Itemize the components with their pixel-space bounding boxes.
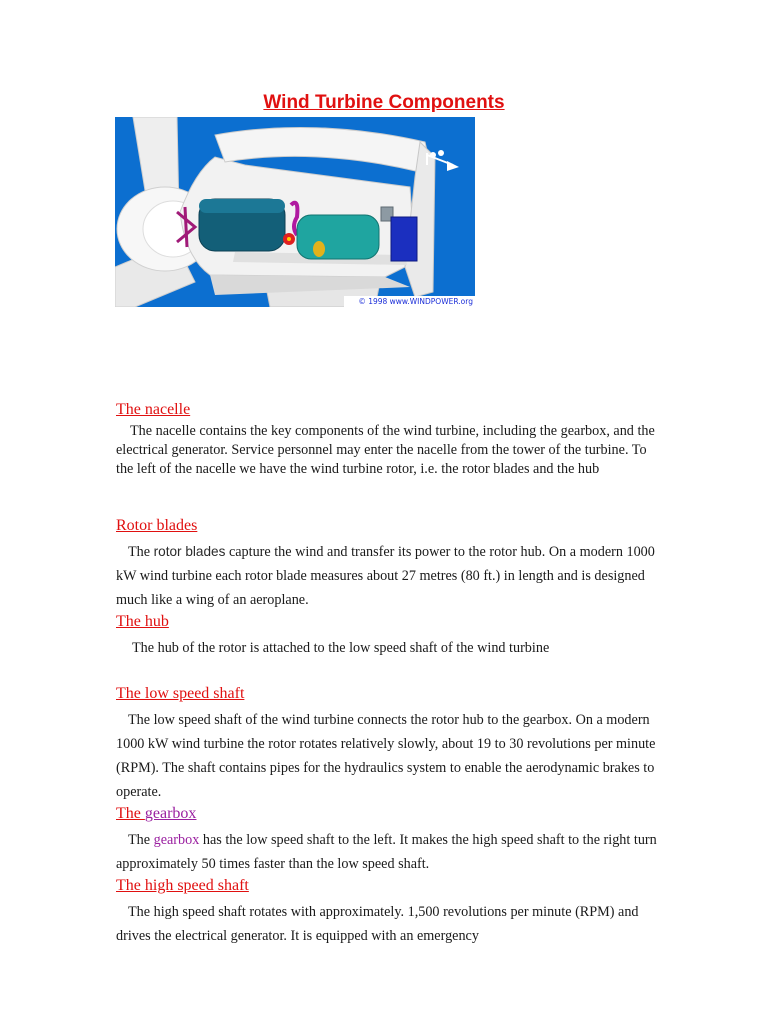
rotor-blades-text-after: capture the wind and transfer its power to the rotor hub. On a modern 1000 kW wind turbine each rotor blade measures about 27 metres (80 ft.) in length and is designed much like a wing of an aeroplane. <box>116 544 655 608</box>
gearbox-text-before: The <box>128 832 154 848</box>
nacelle-illustration <box>115 117 475 307</box>
gearbox-heading-prefix: The <box>116 805 145 822</box>
paragraph-nacelle: The nacelle contains the key components of the wind turbine, including the gearbox, and the electrical generator. Service personnel may enter the nacelle from the tower of the turbine. To the left of the nacelle we have the wind turbine rotor, i.e. the rotor blades and the hub <box>116 423 655 477</box>
heading-gearbox <box>116 805 196 823</box>
heading-low-speed-shaft: The low speed shaft <box>116 685 245 702</box>
paragraph-gearbox <box>116 828 661 876</box>
nacelle-diagram <box>115 117 475 307</box>
figure-credit: © 1998 www.WINDPOWER.org <box>344 296 475 307</box>
paragraph-high-speed-shaft: The high speed shaft rotates with approximately. 1,500 revolutions per minute (RPM) and drives the electrical generator. It is equipped with an emergency <box>116 904 639 944</box>
rotor-blades-keyword: rotor blades <box>153 544 226 559</box>
gearbox-keyword: gearbox <box>153 832 200 848</box>
page-title: Wind Turbine Components <box>263 92 505 113</box>
paragraph-low-speed-shaft: The low speed shaft of the wind turbine connects the rotor hub to the gearbox. On a modern 1000 kW wind turbine the rotor rotates relatively slowly, about 19 to 30 revolutions per minute (RPM). The shaft contains pipes for the hydraulics system to enable the aerodynamic brakes to operate. <box>116 712 656 800</box>
heading-nacelle: The nacelle <box>116 401 191 418</box>
heading-high-speed-shaft: The high speed shaft <box>116 877 249 894</box>
heading-hub: The hub <box>116 613 169 630</box>
heading-rotor-blades: Rotor blades <box>116 517 198 534</box>
gearbox-text-after: has the low speed shaft to the left. It makes the high speed shaft to the right turn approximately 50 times faster than the low speed shaft. <box>116 832 657 872</box>
rotor-blades-text-before: The <box>128 544 154 560</box>
paragraph-rotor-blades <box>116 540 661 612</box>
gearbox-heading-keyword: gearbox <box>144 805 197 822</box>
paragraph-hub: The hub of the rotor is attached to the low speed shaft of the wind turbine <box>132 640 550 656</box>
